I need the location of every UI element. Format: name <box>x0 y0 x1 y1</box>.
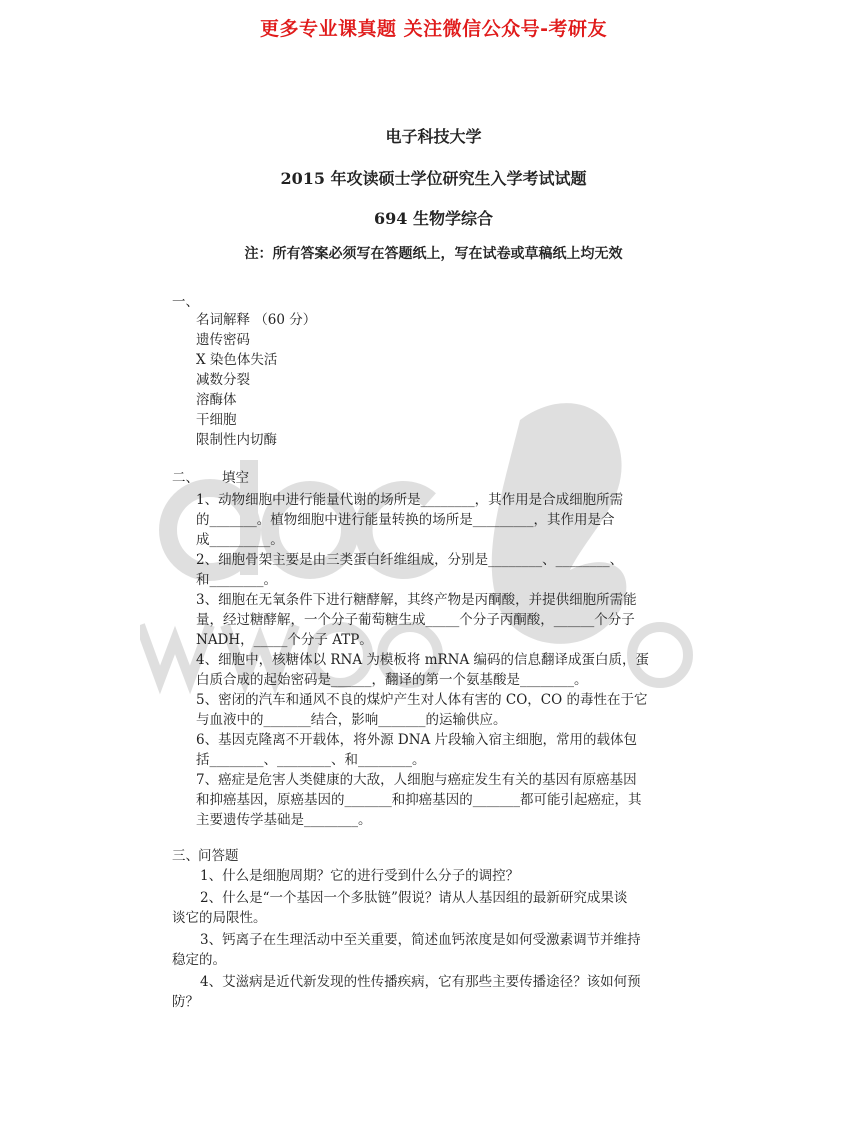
term-item: X 染色体失活 <box>196 352 278 368</box>
fill-line: 成_________。 <box>196 532 284 548</box>
school-name: 电子科技大学 <box>385 127 482 146</box>
fill-line: 和抑癌基因，原癌基因的_______和抑癌基因的_______都可能引起癌症，其 <box>196 792 642 808</box>
fill-line: 主要遗传学基础是________。 <box>196 812 372 828</box>
question-line: 2、什么是“一个基因一个多肽链”假说？请从人基因组的最新研究成果谈 <box>200 890 628 906</box>
fill-line: NADH，_____个分子 ATP。 <box>196 632 373 648</box>
fill-line: 3、细胞在无氧条件下进行糖酵解，其终产物是丙酮酸，并提供细胞所需能 <box>196 592 637 608</box>
section3-label: 三、 <box>172 848 199 864</box>
section3-title: 问答题 <box>198 848 239 864</box>
fill-line: 的_______。植物细胞中进行能量转换的场所是_________，其作用是合 <box>196 512 615 528</box>
fill-line: 7、癌症是危害人类健康的大敌，人细胞与癌症发生有关的基因有原癌基因 <box>196 772 637 788</box>
fill-line: 5、密闭的汽车和通风不良的煤炉产生对人体有害的 CO，CO 的毒性在于它 <box>196 692 648 708</box>
exam-title: 2015 年攻读硕士学位研究生入学考试试题 <box>280 169 587 188</box>
exam-note: 注：所有答案必须写在答题纸上，写在试卷或草稿纸上均无效 <box>244 246 623 262</box>
term-item: 限制性内切酶 <box>196 432 277 448</box>
term-item: 减数分裂 <box>196 372 250 388</box>
promo-banner: 更多专业课真题 关注微信公众号-考研友 <box>259 18 607 40</box>
fill-line: 白质合成的起始密码是______，翻译的第一个氨基酸是________。 <box>196 672 588 688</box>
fill-line: 括________、________、和________。 <box>196 752 426 768</box>
question-line: 防？ <box>172 994 199 1010</box>
fill-line: 与血液中的_______结合，影响_______的运输供应。 <box>196 712 507 728</box>
fill-line: 和________。 <box>196 572 277 588</box>
section2-title: 填空 <box>222 470 249 486</box>
section2-label: 二、 <box>172 470 199 486</box>
subject-title: 694 生物学综合 <box>374 209 493 228</box>
question-line: 谈它的局限性。 <box>172 910 267 926</box>
fill-line: 6、基因克隆离不开载体，将外源 DNA 片段输入宿主细胞，常用的载体包 <box>196 732 638 748</box>
question-line: 4、艾滋病是近代新发现的性传播疾病，它有那些主要传播途径？该如何预 <box>200 974 641 990</box>
section1-title: 名词解释 （60 分） <box>196 312 317 328</box>
fill-line: 量，经过糖酵解，一个分子葡萄糖生成_____个分子丙酮酸，______个分子 <box>196 612 635 628</box>
question-line: 稳定的。 <box>172 952 226 968</box>
term-item: 干细胞 <box>196 412 237 428</box>
term-item: 溶酶体 <box>196 392 237 408</box>
fill-line: 2、细胞骨架主要是由三类蛋白纤维组成，分别是________、________、 <box>196 552 624 568</box>
section1-label: 一、 <box>172 294 199 310</box>
fill-line: 4、细胞中，核糖体以 RNA 为模板将 mRNA 编码的信息翻译成蛋白质，蛋 <box>196 652 650 668</box>
question-line: 3、钙离子在生理活动中至关重要，简述血钙浓度是如何受激素调节并维持 <box>200 932 641 948</box>
question-line: 1、什么是细胞周期？它的进行受到什么分子的调控？ <box>200 868 520 884</box>
fill-line: 1、动物细胞中进行能量代谢的场所是________，其作用是合成细胞所需 <box>196 492 624 508</box>
term-item: 遗传密码 <box>196 332 250 348</box>
